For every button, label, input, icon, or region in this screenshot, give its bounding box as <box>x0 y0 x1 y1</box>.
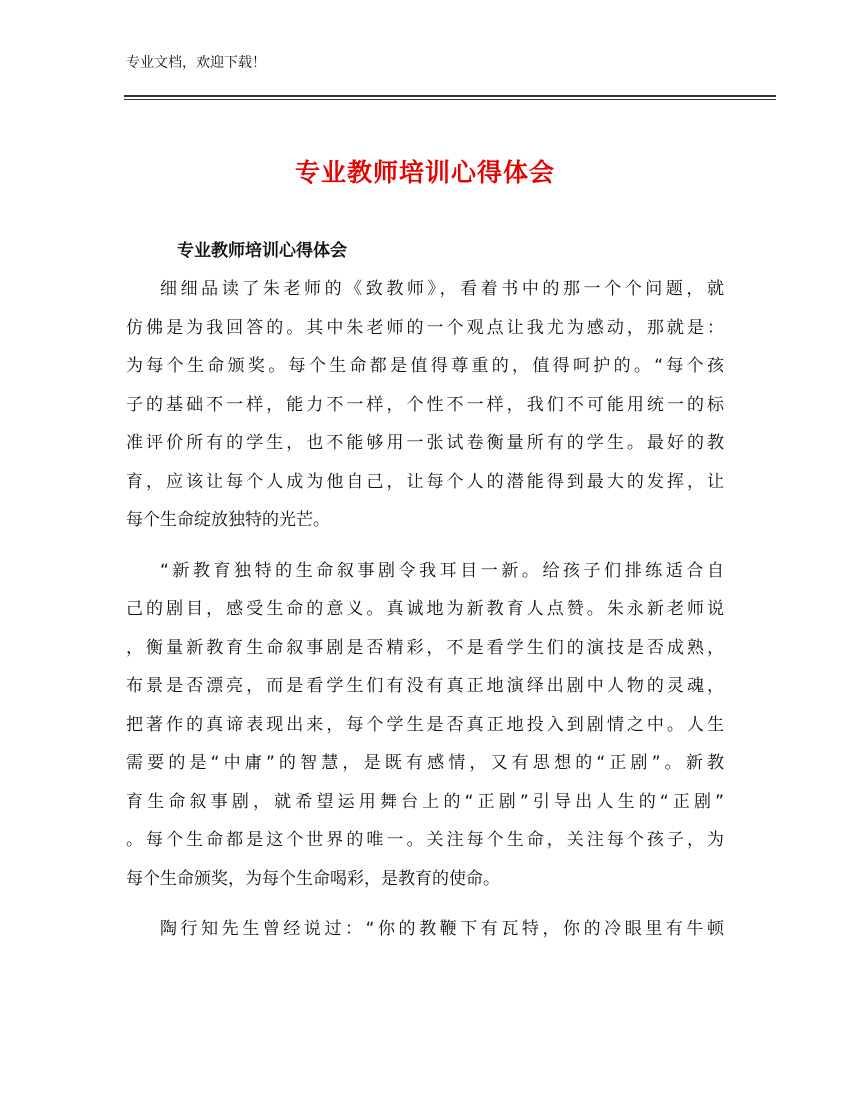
text-line: 育生命叙事剧，就希望运用舞台上的“正剧”引导出人生的“正剧” <box>126 791 724 812</box>
text-line: 每个生命绽放独特的光芒。 <box>126 510 330 530</box>
text-line: ，衡量新教育生命叙事剧是否精彩，不是看学生们的演技是否成熟， <box>126 637 724 658</box>
text-line: 己的剧目，感受生命的意义。真诚地为新教育人点赞。朱永新老师说 <box>126 599 724 619</box>
document-body <box>126 270 724 949</box>
text-line: 。每个生命都是这个世界的唯一。关注每个生命，关注每个孩子，为 <box>126 830 724 850</box>
text-line: 每个生命颁奖，为每个生命喝彩，是教育的使命。 <box>126 868 500 889</box>
text-line: 布景是否漂亮，而是看学生们有没有真正地演绎出剧中人物的灵魂， <box>126 676 724 696</box>
document-title: 专业教师培训心得体会 <box>294 158 555 187</box>
text-line: 为每个生命颁奖。每个生命都是值得尊重的，值得呵护的。“每个孩 <box>126 356 724 376</box>
text-line: 育，应该让每个人成为他自己，让每个人的潜能得到最大的发挥，让 <box>126 471 724 492</box>
text-line: “新教育独特的生命叙事剧令我耳目一新。给孩子们排练适合自 <box>160 560 724 581</box>
header-divider <box>124 95 776 100</box>
paragraph <box>126 910 724 949</box>
text-line: 陶行知先生曾经说过：“你的教鞭下有瓦特，你的冷眼里有牛顿 <box>160 919 724 939</box>
document-subtitle: 专业教师培训心得体会 <box>177 241 347 261</box>
text-line: 子的基础不一样，能力不一样，个性不一样，我们不可能用统一的标 <box>126 394 724 415</box>
text-line: 准评价所有的学生，也不能够用一张试卷衡量所有的学生。最好的教 <box>126 433 724 453</box>
text-line: 细细品读了朱老师的《致教师》，看着书中的那一个个问题，就 <box>160 279 724 299</box>
text-line: 把著作的真谛表现出来，每个学生是否真正地投入到剧情之中。人生 <box>126 714 724 735</box>
paragraph <box>126 552 724 899</box>
text-line: 仿佛是为我回答的。其中朱老师的一个观点让我尤为感动，那就是： <box>126 317 724 338</box>
header-text: 专业文档，欢迎下载！ <box>126 55 266 71</box>
text-line: 需要的是“中庸”的智慧，是既有感情，又有思想的“正剧”。新教 <box>126 753 724 773</box>
paragraph <box>126 270 724 540</box>
